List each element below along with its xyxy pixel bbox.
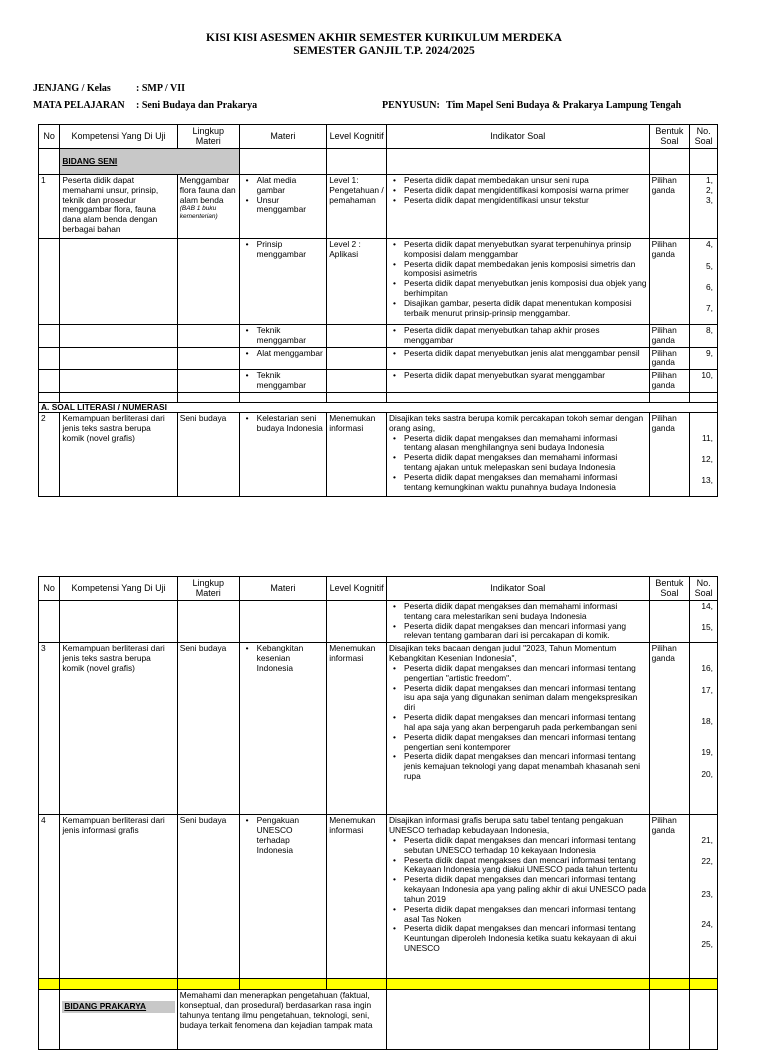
list-item: • Peserta didik dapat mengakses dan mencari informasi tentang pengertian "artistic freedom". [404,664,647,684]
nosoal-cell [690,239,718,325]
nosoal-cell [690,175,718,239]
indikator-cell [386,643,649,815]
table-row [39,347,718,370]
nosoal-item: 9, [706,347,713,358]
bidang-prakarya-label: BIDANG PRAKARYA [62,1001,174,1013]
nosoal-item: 17, [701,685,713,696]
nosoal-item: 25, [701,939,713,950]
list-item: • Prinsip menggambar [257,240,325,260]
bidang-prakarya-cell [60,990,177,1050]
nosoal-item: 3, [706,194,713,205]
col-header: Materi [239,125,327,149]
nosoal-item: 13, [701,474,713,485]
col-header: Kompetensi Yang Di Uji [60,577,177,601]
kompetensi-cell: Kemampuan berliterasi dari jenis teks sastra berupa komik (novel grafis) [60,643,177,815]
indikator-cell [386,815,649,979]
indikator-cell [386,347,649,370]
kompetensi-cell: Peserta didik dapat memahami unsur, prinsip, teknik dan prosedur menggambar flora, fauna dana alam benda dengan berbagai bahan [60,175,177,239]
table-row [39,990,718,1050]
lingkup-note: (BAB 1 buku kementerian) [179,205,218,221]
bentuk-cell: Pilihan ganda [649,412,690,496]
bentuk-cell: Pilihan ganda [649,370,690,393]
jenjang-value: : SMP / VII [136,83,185,94]
table-row [39,392,718,402]
col-header: Indikator Soal [386,125,649,149]
nosoal-item: 24, [701,919,713,930]
list-item: • Peserta didik dapat mengidentifikasi unsur tekstur [404,196,647,206]
list-item: • Alat media gambar [257,176,325,196]
bentuk-cell: Pilihan ganda [649,175,690,239]
bidang-seni-label: BIDANG SENI [60,149,239,175]
list-item: • Teknik menggambar [257,326,325,346]
list-item: • Peserta didik dapat membedakan unsur seni rupa [404,176,647,186]
highlight-row [39,979,718,990]
nosoal-cell [690,325,718,348]
list-item: • Kebangkitan kesenian Indonesia [257,644,325,673]
col-header: No. Soal [690,577,718,601]
penyusun-value: Tim Mapel Seni Budaya & Prakarya Lampung Tengah [446,100,682,111]
nosoal-item: 15, [701,622,713,632]
indikator-cell [386,175,649,239]
nosoal-cell [690,347,718,370]
list-item: • Peserta didik dapat mengakses dan mencari informasi tentang Kekayaan Indonesia yang diakui UNESCO pada tahun tertentu [404,856,647,876]
col-header: No [39,125,60,149]
bentuk-cell: Pilihan ganda [649,815,690,979]
list-item: • Peserta didik dapat menyebutkan jenis alat menggambar pensil [404,349,647,359]
list-item: • Peserta didik dapat mengakses dan mencari informasi tentang Keuntungan diperoleh Indonesia ketika suatu kekayaan di akui UNESCO [404,924,647,953]
table-row [39,815,718,979]
materi-cell [239,325,327,348]
materi-cell [239,175,327,239]
bentuk-cell: Pilihan ganda [649,239,690,325]
nosoal-item: 18, [701,716,713,727]
level-cell: Menemukan informasi [327,815,387,979]
lingkup-cell: Seni budaya [177,643,239,815]
indikator-cell [386,370,649,393]
penyusun-label: PENYUSUN: [382,100,440,111]
col-header: Bentuk Soal [649,125,690,149]
nosoal-item: 21, [701,835,713,846]
section-row [39,402,718,412]
lingkup-cell: Seni budaya [177,815,239,979]
jenjang-label: JENJANG / Kelas [33,83,111,94]
table-row [39,601,718,643]
table-row [39,412,718,496]
nosoal-item: 6, [706,282,713,292]
kisi-table-2 [38,576,718,1050]
nosoal-item: 5, [706,261,713,271]
indikator-intro: Disajikan teks bacaan dengan judul "2023, Tahun Momentum Kebangkitan Kesenian Indonesia", [388,643,617,664]
list-item: • Peserta didik dapat mengakses dan mencari informasi tentang isu apa saja yang digunakan seniman dalam mengekspresikan diri [404,684,647,713]
document-title-line2: SEMESTER GANJIL T.P. 2024/2025 [293,45,475,57]
col-header: Lingkup Materi [177,125,239,149]
indikator-cell [386,239,649,325]
lingkup-text: Menggambar flora fauna dan alam benda [179,175,236,205]
table-row [39,325,718,348]
nosoal-cell [690,643,718,815]
row-no: 4 [39,815,60,979]
list-item: • Peserta didik dapat mengakses dan mencari informasi yang relevan tentang gambaran dari isi percakapan di komik. [404,622,647,642]
nosoal-cell [690,370,718,393]
materi-cell [239,815,327,979]
nosoal-item: 16, [701,663,713,674]
list-item: • Peserta didik dapat menyebutkan jenis komposisi dua objek yang berhimpitan [404,279,647,299]
nosoal-item: 20, [701,769,713,780]
nosoal-item: 10, [701,370,713,381]
level-cell: Level 1: Pengetahuan / pemahaman [327,175,387,239]
nosoal-item: 4, [706,239,713,249]
nosoal-item: 12, [701,453,713,464]
level-cell: Menemukan informasi [327,412,387,496]
col-header: Lingkup Materi [177,577,239,601]
col-header: Materi [239,577,327,601]
list-item: • Peserta didik dapat mengakses dan mencari informasi tentang sebutan UNESCO terhadap 10 kekayaan Indonesia [404,836,647,856]
table-row [39,175,718,239]
nosoal-cell [690,601,718,643]
indikator-cell [386,412,649,496]
lingkup-prakarya-cell: Memahami dan menerapkan pengetahuan (faktual, konseptual, dan prosedural) berdasarkan rasa ingin tahunya tentang ilmu pengetahuan, teknologi, seni, budaya terkait fenomena dan kejadian tampak mata [177,990,386,1050]
list-item: • Peserta didik dapat menyebutkan tahap akhir proses menggambar [404,326,647,346]
list-item: • Peserta didik dapat mengakses dan memahami informasi tentang ajakan untuk melepaskan seni budaya Indonesia [404,453,647,473]
table-row [39,149,718,175]
kompetensi-cell: Kemampuan berliterasi dari jenis informasi grafis [60,815,177,979]
nosoal-item: 14, [701,601,713,611]
list-item: • Peserta didik dapat mengakses dan mencari informasi tentang asal Tas Noken [404,905,647,925]
list-item: • Peserta didik dapat mengakses dan mencari informasi tentang jenis kemajuan teknologi yang dapat menambah khasanah seni rupa [404,752,647,781]
list-item: • Teknik menggambar [257,371,325,391]
list-item: • Peserta didik dapat mengakses dan mencari informasi tentang hal apa saja yang akan berpengaruh pada perkembangan seni [404,713,647,733]
row-no: 2 [39,412,60,496]
list-item: • Peserta didik dapat mengidentifikasi komposisi warna primer [404,186,647,196]
indikator-intro: Disajikan teks sastra berupa komik percakapan tokoh semar dengan orang asing, [388,412,644,433]
document-title-line1: KISI KISI ASESMEN AKHIR SEMESTER KURIKULUM MERDEKA [206,32,562,44]
materi-cell [239,370,327,393]
level-cell: Level 2 : Aplikasi [327,239,387,325]
nosoal-cell [690,412,718,496]
lingkup-cell: Seni budaya [177,412,239,496]
nosoal-item: 2, [706,184,713,195]
list-item: • Peserta didik dapat mengakses dan mencari informasi tentang pengertian seni kontemporer [404,733,647,753]
materi-cell [239,239,327,325]
list-item: • Peserta didik dapat mengakses dan mencari informasi tentang kekayaan Indonesia apa yang paling akhir di akui UNESCO pada tahun 2019 [404,875,647,904]
col-header: No [39,577,60,601]
col-header: No. Soal [690,125,718,149]
list-item: • Unsur menggambar [257,196,325,216]
list-item: • Pengakuan UNESCO terhadap Indonesia [257,816,325,855]
nosoal-item: 7, [706,303,713,313]
list-item: • Alat menggambar [257,349,325,359]
list-item: • Disajikan gambar, peserta didik dapat menentukan komposisi terbaik menurut prinsip-prinsip menggambar. [404,299,647,319]
row-no: 1 [39,175,60,239]
level-cell: Menemukan informasi [327,643,387,815]
indikator-cell [386,601,649,643]
table-header-row [39,577,718,601]
col-header: Kompetensi Yang Di Uji [60,125,177,149]
list-item: • Peserta didik dapat membedakan jenis komposisi simetris dan komposisi asimetris [404,260,647,280]
table-row [39,370,718,393]
col-header: Level Kognitif [327,125,387,149]
list-item: • Peserta didik dapat mengakses dan memahami informasi tentang alasan menghilangnya seni budaya Indonesia [404,434,647,454]
bentuk-cell: Pilihan ganda [649,643,690,815]
kisi-table-1 [38,124,718,497]
list-item: • Peserta didik dapat menyebutkan syarat terpenuhinya prinsip komposisi dalam menggambar [404,240,647,260]
materi-cell [239,643,327,815]
nosoal-cell [690,815,718,979]
nosoal-item: 8, [706,325,713,335]
col-header: Level Kognitif [327,577,387,601]
materi-cell [239,412,327,496]
nosoal-item: 11, [701,432,713,443]
col-header: Indikator Soal [386,577,649,601]
col-header: Bentuk Soal [649,577,690,601]
mapel-label: MATA PELAJARAN [33,100,125,111]
bentuk-cell: Pilihan ganda [649,347,690,370]
table-header-row [39,125,718,149]
list-item: • Peserta didik dapat mengakses dan memahami informasi tentang kemungkinan waktu punahnya budaya Indonesia [404,473,647,493]
nosoal-item: 23, [701,889,713,900]
nosoal-item: 22, [701,856,713,867]
nosoal-item: 1, [706,175,713,185]
table-row [39,239,718,325]
nosoal-item: 19, [701,747,713,758]
materi-cell [239,347,327,370]
kompetensi-cell: Kemampuan berliterasi dari jenis teks sastra berupa komik (novel grafis) [60,412,177,496]
lingkup-cell [177,175,239,239]
mapel-value: : Seni Budaya dan Prakarya [136,100,258,111]
list-item: • Peserta didik dapat mengakses dan memahami informasi tentang cara melestarikan seni budaya Indonesia [404,602,647,622]
indikator-intro: Disajikan informasi grafis berupa satu tabel tentang pengakuan UNESCO terhadap kebudayaan Indonesia, [388,815,624,836]
table-row [39,643,718,815]
indikator-cell [386,325,649,348]
list-item: • Peserta didik dapat menyebutkan syarat menggambar [404,371,647,381]
section-literasi-title: A. SOAL LITERASI / NUMERASI [39,402,718,412]
bentuk-cell: Pilihan ganda [649,325,690,348]
list-item: • Kelestarian seni budaya Indonesia [257,414,325,434]
row-no: 3 [39,643,60,815]
